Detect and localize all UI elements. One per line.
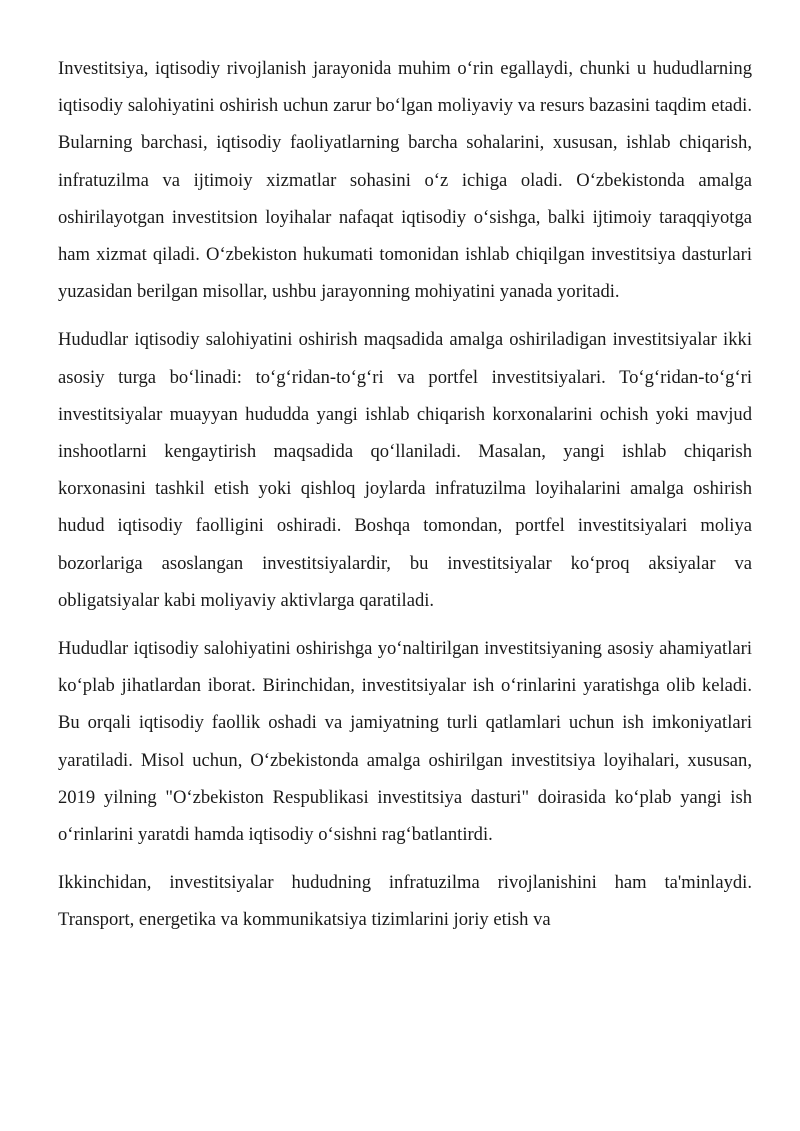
paragraph-investment-role: Investitsiya, iqtisodiy rivojlanish jarayonida muhim o‘rin egallaydi, chunki u hududlarning iqtisodiy salohiyatini oshirish uchun zarur bo‘lgan moliyaviy va resurs bazasini taqdim etadi. Bularning barchasi, iqtisodiy faoliyatlarning barcha sohalarini, xususan, ishlab chiqarish, infratuzilma va ijtimoiy xizmatlar sohasini o‘z ichiga oladi. O‘zbekistonda amalga oshirilayotgan investitsion loyihalar nafaqat iqtisodiy o‘sishga, balki ijtimoiy taraqqiyotga ham xizmat qiladi. O‘zbekiston hukumati tomonidan ishlab chiqilgan investitsiya dasturlari yuzasidan berilgan misollar, ushbu jarayonning mohiyatini yanada yoritadi. — [58, 58, 752, 303]
paragraph-investment-types: Hududlar iqtisodiy salohiyatini oshirish maqsadida amalga oshiriladigan investitsiyalar ikki asosiy turga bo‘linadi: to‘g‘ridan-to‘g‘ri va portfel investitsiyalari. To‘g‘ridan-to‘g‘ri investitsiyalar muayyan hududda yangi ishlab chiqarish korxonalarini ochish yoki mavjud inshootlarni kengaytirish maqsadida qo‘llaniladi. Masalan, yangi ishlab chiqarish korxonasini tashkil etish yoki qishloq joylarda infratuzilma loyihalarini amalga oshirish hudud iqtisodiy faolligini oshiradi. Boshqa tomondan, portfel investitsiyalari moliya bozorlariga asoslangan investitsiyalardir, bu investitsiyalar ko‘proq aksiyalar va obligatsiyalar kabi moliyaviy aktivlarga qaratiladi. — [58, 329, 752, 611]
paragraph-investment-importance: Hududlar iqtisodiy salohiyatini oshirishga yo‘naltirilgan investitsiyaning asosiy ahamiyatlari ko‘plab jihatlardan iborat. Birinchidan, investitsiyalar ish o‘rinlarini yaratishga olib keladi. Bu orqali iqtisodiy faollik oshadi va jamiyatning turli qatlamlari uchun ish imkoniyatlari yaratiladi. Misol uchun, O‘zbekistonda amalga oshirilgan investitsiya loyihalari, xususan, 2019 yilning "O‘zbekiston Respublikasi investitsiya dasturi" doirasida ko‘plab yangi ish o‘rinlarini yaratdi hamda iqtisodiy o‘sishni rag‘batlantirdi. — [58, 638, 752, 846]
paragraph-infrastructure: Ikkinchidan, investitsiyalar hududning infratuzilma rivojlanishini ham ta'minlaydi. Transport, energetika va kommunikatsiya tizimlarini joriy etish va — [58, 872, 752, 931]
document-page — [58, 50, 752, 950]
